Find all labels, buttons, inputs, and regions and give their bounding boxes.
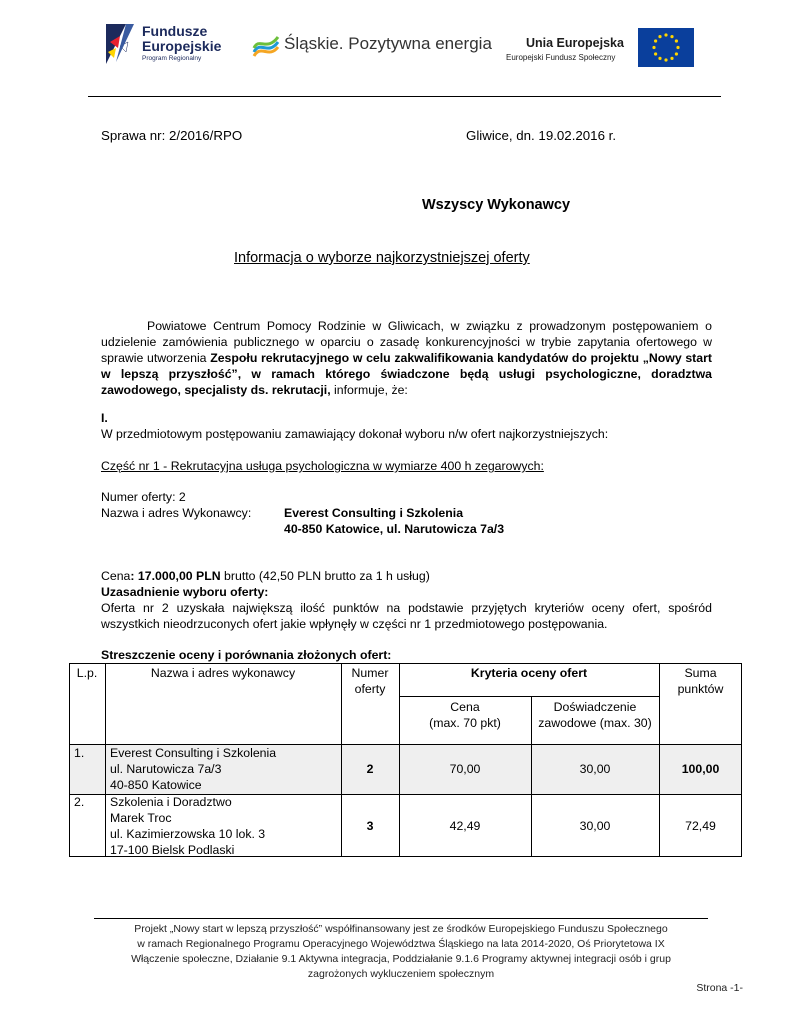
- row2-lp: 2.: [74, 795, 85, 809]
- intro-text-a: Powiatowe Centrum Pomocy Rodzinie w Gliwicach, w związku z prowadzonym postępowaniem o udzielenie zamówienia publicznego w oparciu o zasadę konkurencyjności w trybie zapytania ofertowego w sprawie utworzenia: [101, 319, 712, 365]
- price-label: Cena: [101, 569, 131, 583]
- footer-divider: [94, 918, 708, 919]
- footer-note: [96, 922, 706, 982]
- row1-name-line1: Everest Consulting i Szkolenia: [110, 746, 277, 760]
- row2-name-line4: 17-100 Bielsk Podlaski: [110, 843, 235, 857]
- offer-number: Numer oferty: 2: [101, 490, 186, 504]
- logo-fundusze-europejskie: [104, 20, 234, 70]
- th-exp-l2: zawodowe (max. 30): [538, 716, 652, 730]
- th-sum-l1: Suma: [684, 666, 717, 680]
- row1-name-line2: ul. Narutowicza 7a/3: [110, 762, 222, 776]
- footer-line2: w ramach Regionalnego Programu Operacyjnego Województwa Śląskiego na lata 2014-2020, Oś Priorytetowa IX: [137, 938, 665, 950]
- page-number: Strona -1-: [696, 982, 743, 994]
- row1-experience: 30,00: [579, 762, 611, 776]
- row1-name-line3: 40-850 Katowice: [110, 778, 202, 792]
- th-criteria: Kryteria oceny ofert: [470, 666, 588, 680]
- intro-paragraph: [101, 318, 712, 398]
- th-lp: L.p.: [76, 666, 98, 680]
- contractor-address: 40-850 Katowice, ul. Narutowicza 7a/3: [284, 522, 505, 536]
- row2-name-line3: ul. Kazimierzowska 10 lok. 3: [110, 827, 266, 841]
- row1-sum: 100,00: [681, 762, 720, 776]
- slaskie-slogan: Pozytywna energia: [348, 34, 492, 53]
- logo-unia-europejska: [506, 28, 696, 70]
- th-sum-l2: punktów: [677, 682, 724, 696]
- logo-ue-sub: Europejski Fundusz Społeczny: [506, 53, 616, 62]
- row2-sum: 72,49: [685, 819, 716, 833]
- place-date: Gliwice, dn. 19.02.2016 r.: [466, 128, 617, 143]
- section-text: W przedmiotowym postępowaniu zamawiający dokonał wyboru n/w ofert najkorzystniejszych:: [101, 427, 609, 441]
- row2-name-line1: Szkolenia i Doradztwo: [110, 795, 232, 809]
- row1-price: 70,00: [449, 762, 481, 776]
- row1-offer: 2: [366, 762, 374, 776]
- footer-line1: Projekt „Nowy start w lepszą przyszłość” współfinansowany jest ze środków Europejskiego Funduszu Społecznego: [134, 923, 668, 935]
- eu-flag-icon: [638, 28, 694, 67]
- price-value: : 17.000,00 PLN: [130, 569, 221, 583]
- contractor-name: Everest Consulting i Szkolenia: [284, 506, 464, 520]
- part-title: Część nr 1 - Rekrutacyjna usługa psychologiczna w wymiarze 400 h zegarowych:: [101, 459, 544, 473]
- footer-line3: Włączenie społeczne, Działanie 9.1 Aktywna integracja, Poddziałanie 9.1.6 Programy aktywnej integracji osób i grup: [131, 953, 671, 965]
- summary-title: Streszczenie oceny i porównania złożonych ofert:: [101, 648, 392, 662]
- page-title: Informacja o wyborze najkorzystniejszej oferty: [234, 250, 530, 266]
- row2-name-line2: Marek Troc: [110, 811, 172, 825]
- logo-fe-line1: Fundusze: [142, 23, 208, 39]
- row2-experience: 30,00: [579, 819, 611, 833]
- slaskie-brand: Śląskie.: [284, 34, 344, 53]
- th-name: Nazwa i adres wykonawcy: [150, 666, 296, 680]
- logo-fe-sub: Program Regionalny: [142, 55, 202, 62]
- justification-label: Uzasadnienie wyboru oferty:: [101, 585, 269, 599]
- price-line: [101, 568, 712, 584]
- row2-price: 42,49: [449, 819, 481, 833]
- section-number: I.: [101, 411, 108, 425]
- fundusze-europejskie-emblem-icon: [104, 22, 138, 66]
- th-exp-l1: Doświadczenie: [553, 700, 637, 714]
- header-divider: [88, 96, 721, 97]
- price-rest: brutto (42,50 PLN brutto za 1 h usług): [220, 569, 430, 583]
- th-offer-l1: Numer: [351, 666, 389, 680]
- th-price-l2: (max. 70 pkt): [429, 716, 501, 730]
- case-number: Sprawa nr: 2/2016/RPO: [101, 128, 243, 143]
- logo-fe-line2: Europejskie: [142, 38, 222, 54]
- justification-text: Oferta nr 2 uzyskała największą ilość punktów na podstawie przyjętych kryteriów oceny ofert, spośród wszystkich nieodrzuconych ofert jakie wpłynęły w części nr 1 przedmiotowego postępowania.: [101, 601, 712, 631]
- th-offer-l2: oferty: [354, 682, 386, 696]
- slaskie-waves-icon: [252, 34, 280, 60]
- logo-ue-title: Unia Europejska: [526, 36, 624, 50]
- footer-line4: zagrożonych wykluczeniem społecznym: [307, 968, 495, 980]
- row1-lp: 1.: [74, 746, 85, 760]
- th-price-l1: Cena: [450, 700, 480, 714]
- row2-offer: 3: [366, 819, 374, 833]
- contractor-label: Nazwa i adres Wykonawcy:: [101, 506, 252, 520]
- intro-text-bold: Zespołu rekrutacyjnego w celu zakwalifikowania kandydatów do projektu „Nowy start w lepszą przyszłość”, w ramach którego świadczone będą usługi psychologiczne, doradztwa zawodowego, specjalisty ds. rekrutacji,: [101, 351, 712, 397]
- evaluation-table: [69, 663, 742, 857]
- addressee: Wszyscy Wykonawcy: [422, 197, 571, 213]
- intro-text-c: informuje, że:: [330, 383, 408, 397]
